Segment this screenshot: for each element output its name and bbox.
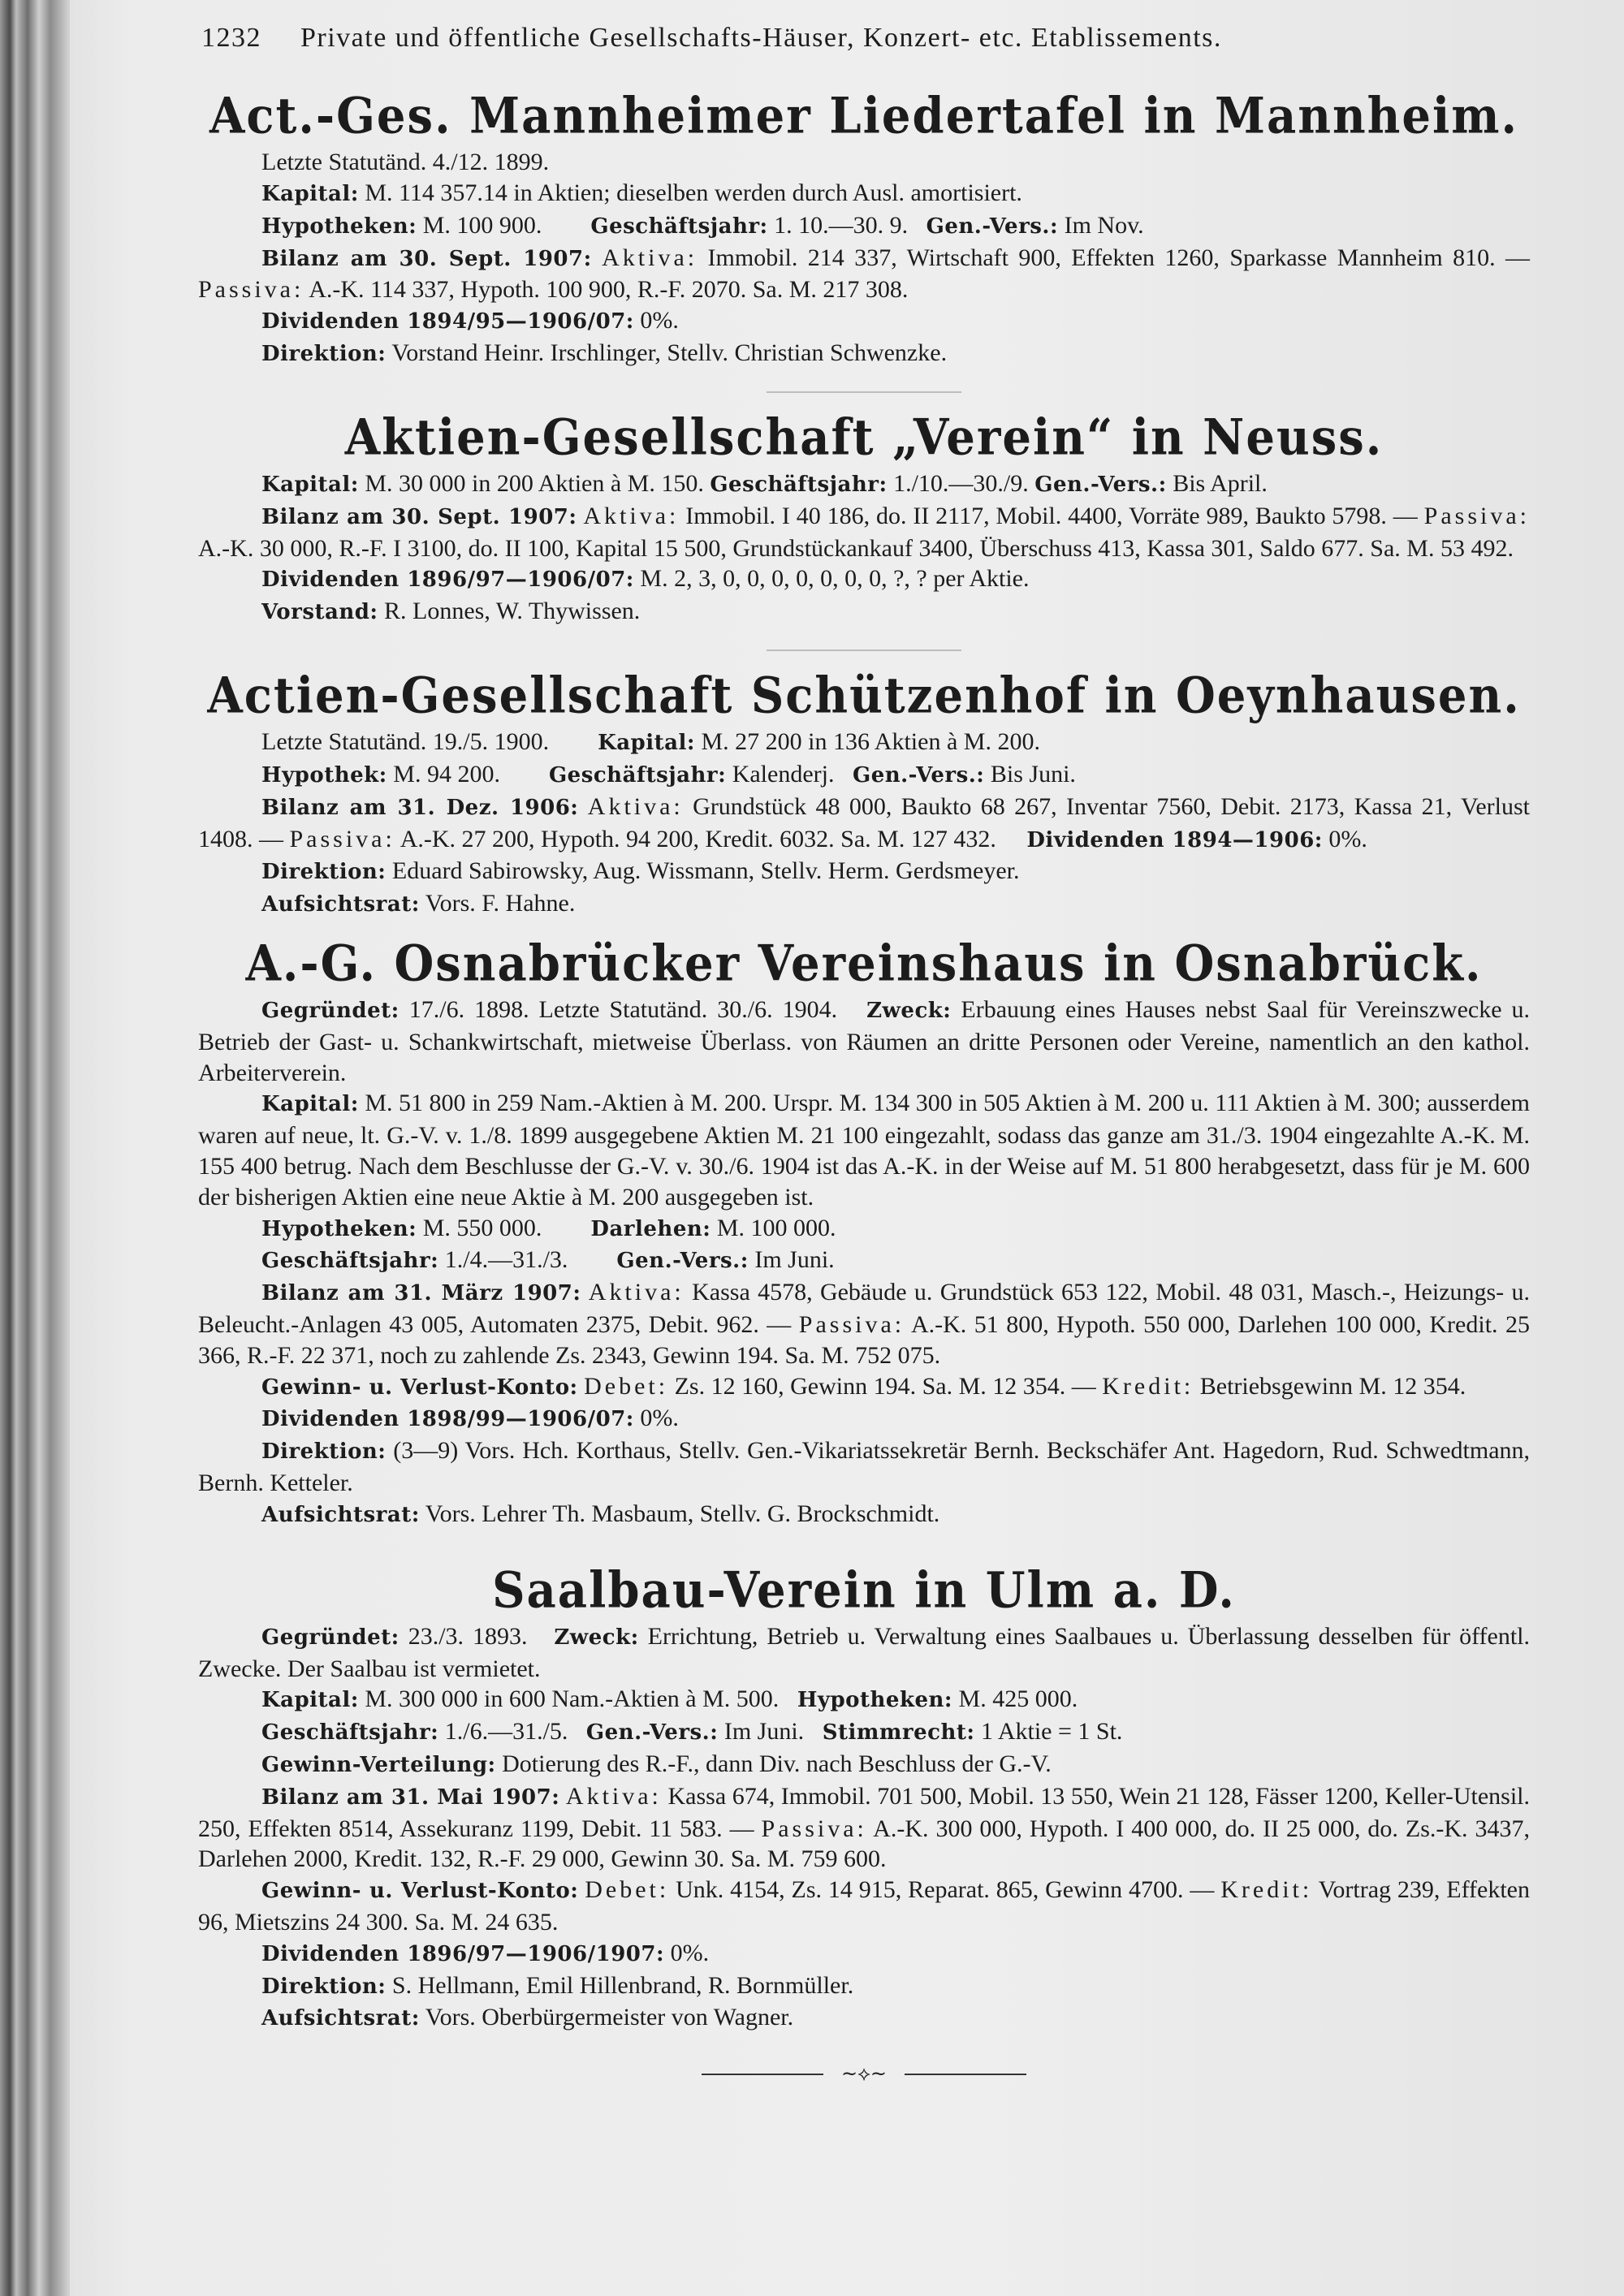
dividends-line: Dividenden 1896/97—1906/07: M. 2, 3, 0, 0, 0, 0, 0, 0, 0, ?, ? per Aktie. — [261, 565, 1030, 593]
entry-mannheim — [198, 89, 1530, 370]
section-separator — [767, 650, 961, 651]
page-number: 1232 — [201, 23, 261, 53]
running-header — [201, 23, 1419, 54]
capital-line: Kapital: M. 30 000 in 200 Aktien à M. 150. Geschäftsjahr: 1./10.—30./9. Gen.-Vers.: Bis April. — [261, 469, 1268, 497]
dividends-line: Dividenden 1898/99—1906/07: 0%. — [261, 1405, 679, 1432]
fiscal-year-line: Geschäftsjahr: 1./6.—31./5. Gen.-Vers.: Im Juni. Stimmrecht: 1 Aktie = 1 St. — [261, 1718, 1123, 1746]
entry-title: Saalbau-Verein in Ulm a. D. — [492, 1560, 1236, 1620]
balance-sheet: Bilanz am 30. Sept. 1907: Aktiva: Immobil. I 40 186, do. II 2117, Mobil. 4400, Vorräte 989, Baukto 5798. — Passiva: A.-K. 30 000, R.-F. I 3100, do. II 100, Kapital 15 500, Grundstückankauf 3400, Überschuss 413, Kassa 301, Saldo 677. Sa. M. 53 492. — [198, 502, 1530, 562]
mortgage-line: Hypothek: M. 94 200. Geschäftsjahr: Kalenderj. Gen.-Vers.: Bis Juni. — [261, 760, 1076, 788]
entry-body — [198, 468, 1530, 628]
entry-body — [198, 995, 1530, 1531]
ornament-rule-left — [702, 2074, 823, 2075]
dividends-line: Dividenden 1896/97—1906/1907: 0%. — [261, 1939, 710, 1966]
running-title: Private und öffentliche Gesellschafts-Häuser, Konzert- etc. Etablissements. — [300, 23, 1222, 53]
profit-distribution-line: Gewinn-Verteilung: Dotierung des R.-F., dann Div. nach Beschluss der G.-V. — [261, 1750, 1052, 1778]
dividends-line: Dividenden 1894/95—1906/07: 0%. — [261, 307, 679, 334]
board-line: Direktion: (3—9) Vors. Hch. Korthaus, Stellv. Gen.-Vikariatssekretär Bernh. Beckschäfer Ant. Hagedorn, Rud. Schwedtmann, Bernh. Ketteler. — [198, 1437, 1531, 1497]
ornament-glyph: ~⟡~ — [840, 2062, 888, 2086]
mortgage-line: Hypotheken: M. 100 900. Geschäftsjahr: 1. 10.—30. 9. Gen.-Vers.: Im Nov. — [261, 211, 1144, 239]
profit-loss-account: Gewinn- u. Verlust-Konto: Debet: Unk. 4154, Zs. 14 915, Reparat. 865, Gewinn 4700. — Kredit: Vortrag 239, Effekten 96, Mietszins 24 300. Sa. M. 24 635. — [198, 1876, 1530, 1936]
supervisory-line: Aufsichtsrat: Vors. Oberbürgermeister von Wagner. — [261, 2004, 794, 2031]
balance-sheet: Bilanz am 31. Dez. 1906: Aktiva: Grundstück 48 000, Baukto 68 267, Inventar 7560, Debit. 2173, Kassa 21, Verlust 1408. — Passiva: A.-K. 27 200, Hypoth. 94 200, Kredit. 6032. Sa. M. 127 432. Dividenden 1894—1906: 0%. — [198, 792, 1530, 852]
profit-loss-account: Gewinn- u. Verlust-Konto: Debet: Zs. 12 160, Gewinn 194. Sa. M. 12 354. — Kredit: Betriebsgewinn M. 12 354. — [261, 1372, 1466, 1400]
capital-line: Kapital: M. 114 357.14 in Aktien; dieselben werden durch Ausl. amortisiert. — [261, 179, 1022, 206]
section-gap — [198, 1531, 1530, 1564]
entry-oeynhausen — [198, 669, 1530, 921]
entry-body — [198, 727, 1530, 921]
mortgage-line: Hypotheken: M. 550 000. Darlehen: M. 100 000. — [261, 1214, 836, 1241]
board-line: Vorstand: R. Lonnes, W. Thywissen. — [261, 598, 641, 625]
balance-sheet: Bilanz am 30. Sept. 1907: Aktiva: Immobil. 214 337, Wirtschaft 900, Effekten 1260, Sparkasse Mannheim 810. — Passiva: A.-K. 114 337, Hypoth. 100 900, R.-F. 2070. Sa. M. 217 308. — [198, 244, 1531, 304]
book-binding-edge — [0, 0, 70, 2296]
entry-title: A.-G. Osnabrücker Vereinshaus in Osnabrück. — [245, 934, 1483, 993]
capital-line: Kapital: M. 51 800 in 259 Nam.-Aktien à M. 200. Urspr. M. 134 300 in 505 Aktien à M. 200 u. 111 Aktien à M. 300; ausserdem waren auf neue, lt. G.-V. v. 1./8. 1899 ausgegebene Aktien M. 21 100 eingezahlt, sodass das ganze am 31./3. 1904 eingezahlte A.-K. M. 155 400 betrug. Nach dem Beschlusse der G.-V. v. 30./6. 1904 ist das A.-K. in der Weise auf M. 51 800 herabgesetzt, dass für je M. 600 der bisherigen Aktien eine neue Aktie à M. 200 ausgegeben ist. — [198, 1090, 1530, 1211]
entry-osnabrueck — [198, 934, 1531, 1531]
founded-line: Gegründet: 17./6. 1898. Letzte Statutänd. 30./6. 1904. Zweck: Erbauung eines Hauses nebst Saal für Vereinszwecke u. Betrieb der Gast- u. Schankwirtschaft, mietweise Überlass. von Räumen an dritte Personen oder Vereine, namentlich an den kathol. Arbeiterverein. — [198, 996, 1531, 1086]
board-line: Direktion: S. Hellmann, Emil Hillenbrand, R. Bornmüller. — [261, 1971, 854, 1999]
entry-neuss — [198, 408, 1530, 628]
entry-body — [198, 147, 1530, 370]
statute-line: Letzte Statutänd. 19./5. 1900. Kapital: M. 27 200 in 136 Aktien à M. 200. — [261, 728, 1040, 756]
entry-ulm — [198, 1560, 1531, 2035]
founded-line: Gegründet: 23./3. 1893. Zweck: Errichtung, Betrieb u. Verwaltung eines Saalbaues u. Überlassung desselben für öffentl. Zwecke. Der Saalbau ist vermietet. — [198, 1622, 1531, 1682]
board-line: Direktion: Vorstand Heinr. Irschlinger, Stellv. Christian Schwenzke. — [261, 339, 948, 366]
board-line: Direktion: Eduard Sabirowsky, Aug. Wissmann, Stellv. Herm. Gerdsmeyer. — [261, 857, 1020, 885]
entry-body — [198, 1621, 1530, 2035]
end-ornament — [702, 2062, 1026, 2087]
fiscal-year-line: Geschäftsjahr: 1./4.—31./3. Gen.-Vers.: Im Juni. — [261, 1246, 835, 1274]
section-separator — [767, 391, 961, 393]
supervisory-line: Aufsichtsrat: Vors. Lehrer Th. Masbaum, Stellv. G. Brockschmidt. — [261, 1500, 940, 1527]
capital-line: Kapital: M. 300 000 in 600 Nam.-Aktien à M. 500. Hypotheken: M. 425 000. — [261, 1685, 1078, 1713]
entry-title: Aktien-Gesellschaft „Verein“ in Neuss. — [344, 408, 1384, 467]
statute-line: Letzte Statutänd. 4./12. 1899. — [261, 149, 550, 176]
balance-sheet: Bilanz am 31. März 1907: Aktiva: Kassa 4578, Gebäude u. Grundstück 653 122, Mobil. 48 031, Masch.-, Heizungs- u. Beleucht.-Anlagen 43 005, Automaten 2375, Debit. 962. — Passiva: A.-K. 51 800, Hypoth. 550 000, Darlehen 100 000, Kredit. 25 366, R.-F. 22 371, noch zu zahlende Zs. 2343, Gewinn 194. Sa. M. 752 075. — [198, 1279, 1531, 1369]
text-column — [198, 83, 1530, 2087]
balance-sheet: Bilanz am 31. Mai 1907: Aktiva: Kassa 674, Immobil. 701 500, Mobil. 13 550, Wein 21 128, Fässer 1200, Keller-Utensil. 250, Effekten 8514, Assekuranz 1199, Debit. 11 583. — Passiva: A.-K. 300 000, Hypoth. I 400 000, do. II 25 000, do. Zs.-K. 3437, Darlehen 2000, Kredit. 132, R.-F. 29 000, Gewinn 30. Sa. M. 759 600. — [198, 1782, 1530, 1873]
entry-title: Act.-Ges. Mannheimer Liedertafel in Mannheim. — [209, 87, 1519, 145]
entry-title: Actien-Gesellschaft Schützenhof in Oeynhausen. — [207, 667, 1521, 725]
supervisory-line: Aufsichtsrat: Vors. F. Hahne. — [261, 890, 576, 917]
ornament-rule-right — [905, 2074, 1026, 2075]
